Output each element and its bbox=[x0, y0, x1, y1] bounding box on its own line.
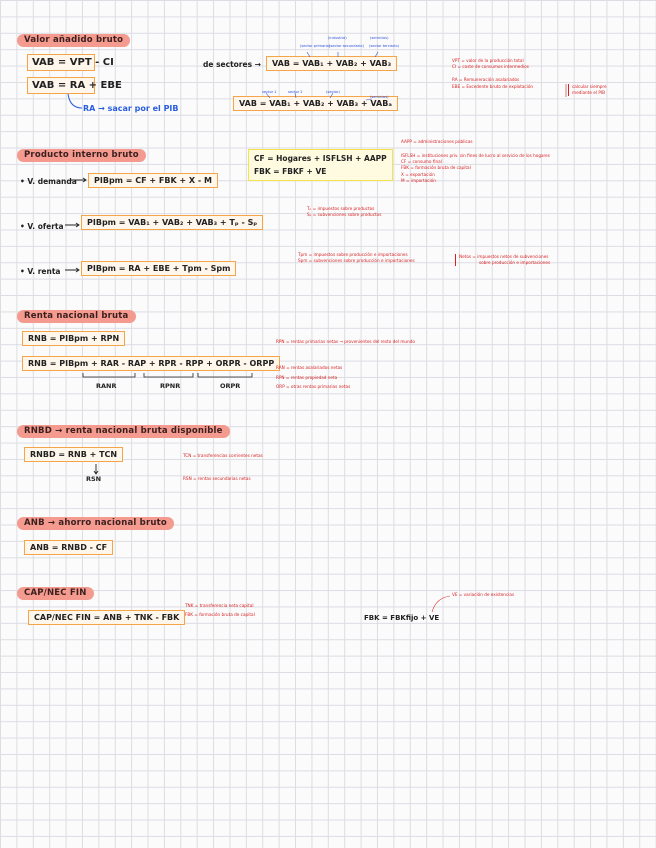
pib-aapp-def: AAPP = administraciones públicas bbox=[401, 139, 473, 144]
rnb-bracket-orp bbox=[198, 373, 252, 377]
rnb-label-ran: RANR bbox=[96, 382, 117, 390]
rnb-bracket-rpn bbox=[144, 373, 193, 377]
pib-oferta-label: • V. oferta bbox=[20, 222, 64, 231]
cap-definitions: TNK = transferencia neta capital FBK = formación bruta de capital bbox=[185, 603, 255, 617]
pib-demanda-equation: PIBpm = CF + FBK + X - M bbox=[88, 173, 218, 188]
section-header-cap: CAP/NEC FIN bbox=[17, 587, 94, 600]
rnb-label-orp: ORPR bbox=[220, 382, 241, 390]
rnb-label-rpn: RPNR bbox=[160, 382, 181, 390]
sector-label-eq4-2: sector 2 bbox=[288, 90, 303, 94]
sector-label-eq4-4: (servicios) bbox=[370, 95, 389, 99]
arrow-renta bbox=[65, 268, 79, 272]
cap-equation: CAP/NEC FIN = ANB + TNK - FBK bbox=[28, 610, 185, 625]
pib-tpm-note: Netos = impuestos netos de subvenciones sobre producción e importaciones bbox=[455, 254, 550, 266]
sector-label-eq4-3: (sector) bbox=[326, 90, 340, 94]
cap-ve-note: VE = variación de existencias bbox=[452, 592, 515, 597]
sector-label-terciario: (sector terciario) bbox=[369, 44, 399, 48]
rnbd-equation: RNBD = RNB + TCN bbox=[24, 447, 123, 462]
sector-label-servicios: (servicios) bbox=[370, 36, 389, 40]
vab-side-note: calcular siempre mediante el PIB bbox=[568, 84, 607, 96]
arrow-oferta bbox=[65, 223, 79, 227]
sector-label-primario: (sector primario) bbox=[300, 44, 331, 48]
pib-demanda-label: • V. demanda bbox=[20, 177, 77, 186]
ra-curve-arrow bbox=[68, 94, 82, 108]
ve-curve-arrow bbox=[432, 596, 450, 612]
rnb-rpn-def: RPN = rentas primarias netas → provenientes del resto del mundo bbox=[276, 339, 415, 344]
rnb-equation-1: RNB = PIBpm + RPN bbox=[22, 331, 125, 346]
arrow-demanda bbox=[71, 178, 86, 182]
section-header-rnb: Renta nacional bruta bbox=[17, 310, 136, 323]
rnbd-tcn-def: TCN = transferencias corrientes netas bbox=[183, 453, 263, 458]
sector-ticks bbox=[307, 52, 378, 57]
section-header-anb: ANB → ahorro nacional bruto bbox=[17, 517, 174, 530]
vab-equation-ra: VAB = RA + EBE bbox=[27, 77, 95, 94]
pib-renta-equation: PIBpm = RA + EBE + Tpm - Spm bbox=[81, 261, 236, 276]
vab-equation-sectors: VAB = VAB₁ + VAB₂ + VAB₃ bbox=[266, 56, 397, 71]
rnb-equation-2: RNB = PIBpm + RAR - RAP + RPR - RPP + ORPR - ORPP bbox=[22, 356, 280, 371]
cap-fbk-equation: FBK = FBKfijo + VE bbox=[364, 614, 440, 622]
vab-equation-sectors-extended: VAB = VAB₁ + VAB₂ + VAB₃ + VABₐ bbox=[233, 96, 398, 111]
vab-ra-note: RA → sacar por el PIB bbox=[83, 104, 179, 113]
pib-tpm-defs: Tpm = impuestos sobre producción e importaciones Spm = subvenciones sobre producción e importaciones bbox=[298, 252, 415, 264]
section-header-rnbd: RNBD → renta nacional bruta disponible bbox=[17, 425, 230, 438]
section-header-pib: Producto interno bruto bbox=[17, 149, 146, 162]
rnbd-arrow-down bbox=[94, 464, 98, 474]
vab-equation-vpt: VAB = VPT - CI bbox=[27, 54, 95, 71]
pib-cf-fbk-box: CF = Hogares + ISFLSH + AAPP FBK = FBKF + VE bbox=[248, 149, 393, 181]
rnbd-rsn-label: RSN bbox=[86, 475, 102, 483]
sector-label-industria: (industria) bbox=[328, 36, 347, 40]
section-header-vab: Valor añadido bruto bbox=[17, 34, 130, 47]
pib-renta-label: • V. renta bbox=[20, 267, 61, 276]
pib-definitions: ISFLSH = instituciones priv. sin fines de lucro al servicio de los hogares CF = consumo final FBK = formación bruta de capital X = exportación M = importación bbox=[401, 153, 550, 183]
sector-label-eq4-1: sector 1 bbox=[262, 90, 277, 94]
anb-equation: ANB = RNBD - CF bbox=[24, 540, 113, 555]
rnb-definitions: RAN = rentas asalariados netas RPN = rentas propiedad neta ORP = otras rentas primarias netas bbox=[276, 365, 351, 389]
pib-oferta-equation: PIBpm = VAB₁ + VAB₂ + VAB₃ + Tₚ - Sₚ bbox=[81, 215, 263, 230]
rnbd-rsn-def: RSN = rentas secundarias netas bbox=[183, 476, 251, 481]
pib-tp-defs: Tₚ = impuestos sobre productos Sₚ = subvenciones sobre productos bbox=[307, 206, 382, 218]
sector-ticks-eq4 bbox=[266, 93, 372, 100]
vab-sectores-label: de sectores → bbox=[203, 60, 261, 69]
vab-definitions: VPT = valor de la producción total CI = coste de consumos intermedios RA = Remuneración asalariados EBE = Excedente bruto de explotación bbox=[452, 58, 534, 89]
rnb-bracket-ran bbox=[83, 373, 135, 377]
sector-label-secundario: (sector secundario) bbox=[329, 44, 364, 48]
